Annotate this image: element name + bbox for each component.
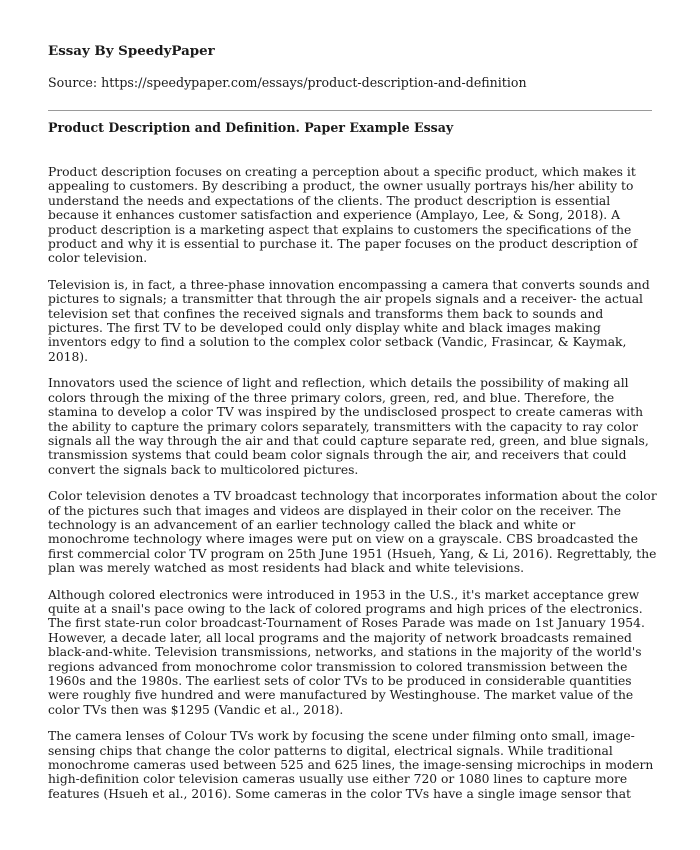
paragraph: The camera lenses of Colour TVs work by focusing the scene under filming onto small, image-sensing chips that change the color patterns to digital, electrical signals. While traditional monochrome cameras used between 525 and 625 lines, the image-sensing microchips in modern high-definition color television cameras usually use either 720 or 1080 lines to capture more features (Hsueh et al., 2016). Some cameras in the color TVs have a single image sensor that <box>48 729 654 801</box>
source-line: Source: https://speedypaper.com/essays/product-description-and-definition <box>48 75 527 90</box>
essay-by-label: Essay By SpeedyPaper <box>48 43 215 59</box>
header-divider <box>48 110 652 111</box>
paragraph: Innovators used the science of light and reflection, which details the possibility of making all colors through the mixing of the three primary colors, green, red, and blue. Therefore, the stamina to develop a color TV was inspired by the undisclosed prospect to create cameras with the ability to capture the primary colors separately, transmitters with the capacity to ray color signals all the way through the air and that could capture separate red, green, and blue signals, transmission systems that could beam color signals through the air, and receivers that could convert the signals back to multicolored pictures. <box>48 376 649 477</box>
paragraph: Although colored electronics were introduced in 1953 in the U.S., it's market acceptance grew quite at a snail's pace owing to the lack of colored programs and high prices of the electronics. The first state-run color broadcast-Tournament of Roses Parade was made on 1st January 1954. However, a decade later, all local programs and the majority of network broadcasts remained black-and-white. Television transmissions, networks, and stations in the majority of the world's regions advanced from monochrome color transmission to colored transmission between the 1960s and the 1980s. The earliest sets of color TVs to be produced in considerable quantities were roughly five hundred and were manufactured by Westinghouse. The market value of the color TVs then was $1295 (Vandic et al., 2018). <box>48 587 645 717</box>
document-header <box>48 42 652 92</box>
paragraph: Color television denotes a TV broadcast technology that incorporates information about the color of the pictures such that images and videos are displayed in their color on the receiver. The technology is an advancement of an earlier technology called the black and white or monochrome technology where images were put on view on a grayscale. CBS broadcasted the first commercial color TV program on 25th June 1951 (Hsueh, Yang, & Li, 2016). Regrettably, the plan was merely watched as most residents had black and white televisions. <box>48 489 657 576</box>
essay-title: Product Description and Definition. Paper Example Essay <box>48 120 454 135</box>
paragraph: Product description focuses on creating a perception about a specific product, which makes it appealing to customers. By describing a product, the owner usually portrays his/her ability to understand the needs and expectations of the clients. The product description is essential because it enhances customer satisfaction and experience (Amplayo, Lee, & Song, 2018). A product description is a marketing aspect that explains to customers the specifications of the product and why it is essential to purchase it. The paper focuses on the product description of color television. <box>48 165 638 266</box>
paragraph: Television is, in fact, a three-phase innovation encompassing a camera that converts sounds and pictures to signals; a transmitter that through the air propels signals and a receiver- the actual television set that confines the received signals and transforms them back to sounds and pictures. The first TV to be developed could only display white and black images making inventors edgy to find a solution to the complex color setback (Vandic, Frasincar, & Kaymak, 2018). <box>48 277 650 364</box>
essay-body <box>48 165 660 813</box>
